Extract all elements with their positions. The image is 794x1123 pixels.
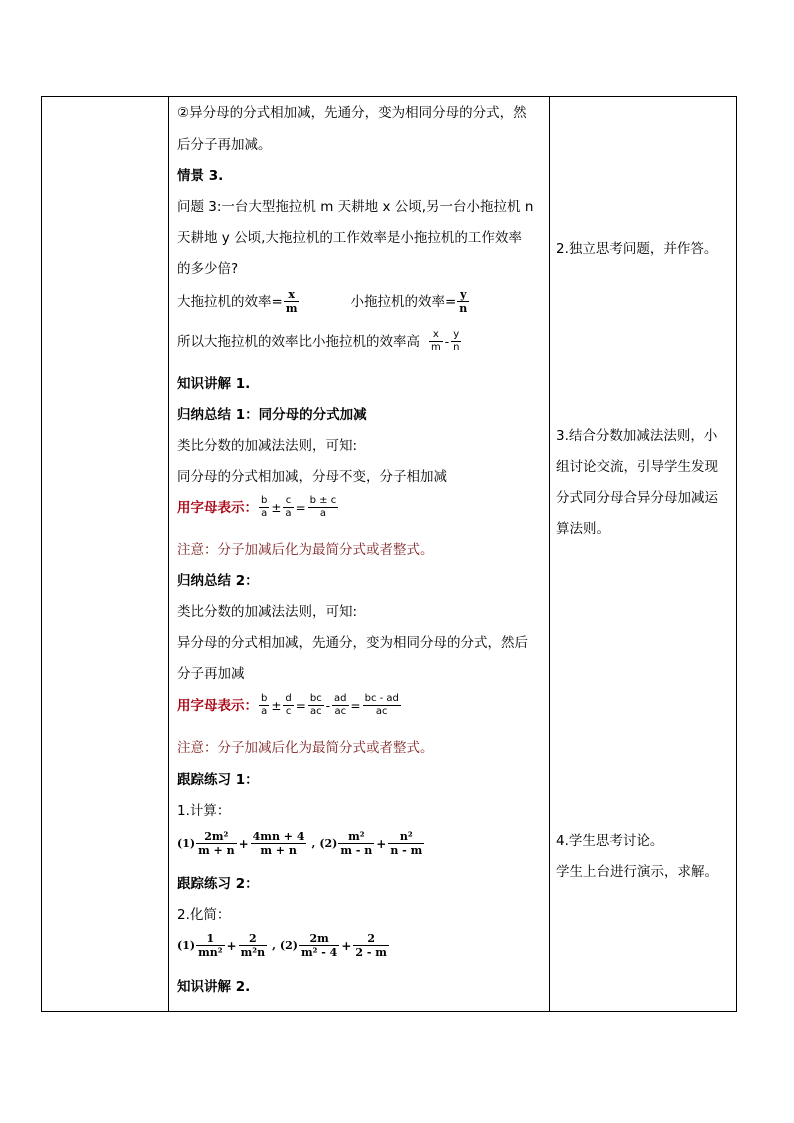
text-line: 的多少倍? (177, 261, 239, 277)
text-line: 2.化简： (177, 907, 231, 923)
fraction-y-n: $\frac{y}{n}$ (459, 288, 468, 315)
text-line: 类比分数的加减法法则，可知: (177, 604, 358, 620)
section-heading: 跟踪练习 2： (177, 876, 259, 892)
student-activity-column (550, 97, 736, 1011)
formula-same-denominator: 用字母表示： $\frac{b}{a}$ ± $\frac{c}{a}$ = $\frac{b \pm c}{a}$ (177, 495, 337, 519)
text-line: 后分子再加减。 (177, 137, 272, 153)
text-line: 同分母的分式相加减，分母不变，分子相加减 (177, 469, 447, 485)
text-line: 天耕地 y 公顷,大拖拉机的工作效率是小拖拉机的工作效率 (177, 230, 522, 246)
fraction-x-m: $\frac{x}{m}$ (285, 288, 298, 315)
fraction-x-m: $\frac{x}{m}$ (431, 329, 441, 353)
content-column (169, 97, 550, 1011)
lesson-table (41, 96, 737, 1012)
fraction-y-n: $\frac{y}{n}$ (453, 329, 460, 353)
activity-text: 4.学生思考讨论。 (556, 833, 664, 849)
left-column (42, 97, 169, 1011)
comparison-line: 所以大拖拉机的效率比小拖拉机的效率高 $\frac{x}{m}$ - $\frac{y}{n}$ (177, 329, 460, 353)
note-text: 注意：分子加减后化为最简分式或者整式。 (177, 542, 434, 558)
text-line: ②异分母的分式相加减，先通分，变为相同分母的分式，然 (177, 105, 527, 121)
letters-label: 用字母表示： (177, 499, 258, 516)
big-efficiency-label: 大拖拉机的效率= (177, 293, 283, 310)
note-text: 注意：分子加减后化为最简分式或者整式。 (177, 740, 434, 756)
section-heading: 归纳总结 2： (177, 573, 259, 589)
section-heading: 知识讲解 2. (177, 979, 251, 995)
section-heading: 跟踪练习 1： (177, 772, 259, 788)
small-efficiency-label: 小拖拉机的效率= (350, 293, 457, 310)
section-heading: 归纳总结 1：同分母的分式加减 (177, 407, 367, 423)
activity-text: 学生上台进行演示，求解。 (556, 864, 718, 880)
activity-text: 算法则。 (556, 521, 610, 537)
text-line: 1.计算： (177, 803, 231, 819)
efficiency-line (177, 289, 470, 314)
exercise-2: (1) $\frac{1}{\text{mn²}}$ + $\frac{2}{\text{m²n}}$ , (2) $\frac{2m}{\text{m² - 4}}$ + $\frac{2}{2 - m}$ (177, 932, 387, 959)
comparison-text: 所以大拖拉机的效率比小拖拉机的效率高 (177, 333, 420, 350)
letters-label: 用字母表示： (177, 697, 258, 714)
text-line: 问题 3:一台大型拖拉机 m 天耕地 x 公顷,另一台小拖拉机 n (177, 199, 534, 215)
text-line: 分子再加减 (177, 666, 245, 682)
activity-text: 2.独立思考问题，并作答。 (556, 241, 718, 257)
section-heading: 知识讲解 1. (177, 376, 251, 392)
activity-text: 组讨论交流，引导学生发现 (556, 459, 718, 475)
section-heading: 情景 3. (177, 168, 224, 184)
text-line: 类比分数的加减法法则，可知: (177, 438, 358, 454)
formula-different-denominator: 用字母表示： $\frac{b}{a}$ ± $\frac{d}{c}$ = $\frac{bc}{ac}$ - $\frac{ad}{ac}$ = $\frac{bc - ad}{ac}$ (177, 693, 399, 717)
activity-text: 分式同分母合异分母加减运 (556, 490, 718, 506)
activity-text: 3.结合分数加减法法则，小 (556, 428, 718, 444)
exercise-1: (1) $\frac{\text{2m²}}{m + n}$ + $\frac{4mn + 4}{m + n}$ , (2) $\frac{\text{m²}}{m - n}$ + $\frac{\text{n²}}{n - m}$ (177, 830, 423, 857)
text-line: 异分母的分式相加减，先通分，变为相同分母的分式，然后 (177, 635, 528, 651)
